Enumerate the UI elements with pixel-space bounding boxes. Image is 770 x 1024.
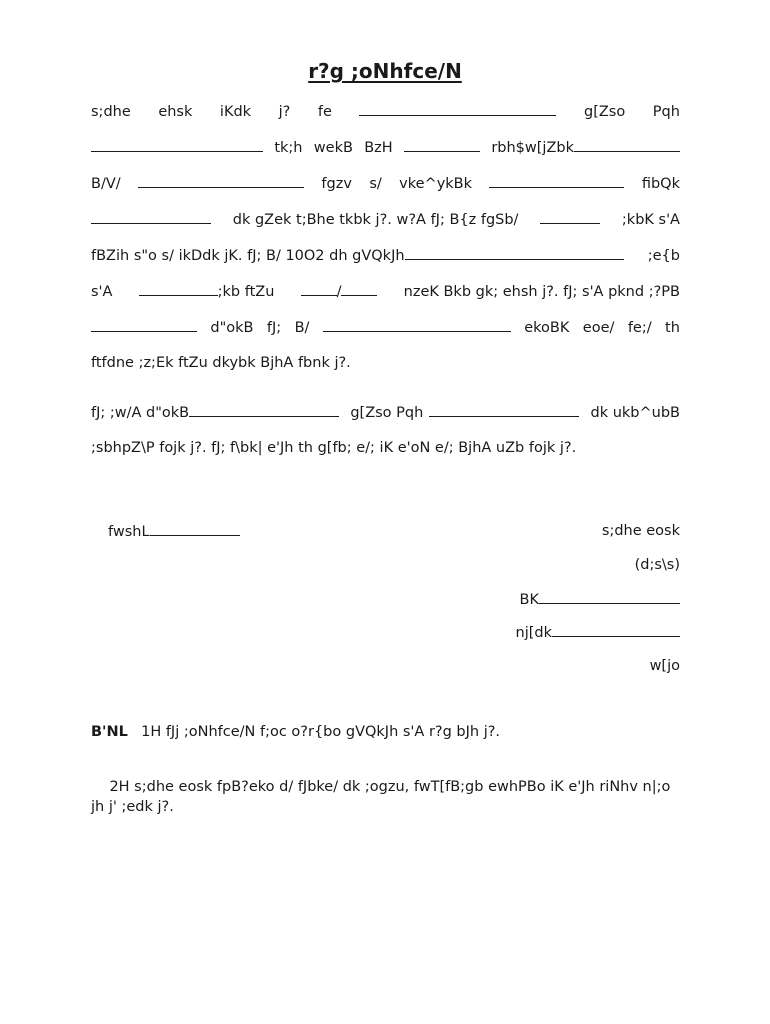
word: fe;/ [627, 320, 652, 336]
signature-designation-label: nj[dk [515, 625, 552, 641]
date-row [108, 521, 308, 541]
paragraph1-line6 [91, 281, 680, 301]
word: rbh$w[jZbk [491, 140, 574, 156]
text: ftfdne ;z;Ek ftZu dkybk BjhA fbnk j?. [91, 355, 351, 371]
word: vke^ykBk [399, 176, 473, 192]
word: B/V/ [91, 176, 121, 192]
word: ekoBK [524, 320, 570, 336]
blank-session[interactable] [91, 317, 197, 332]
paragraph1-line8 [91, 353, 680, 373]
word: BzH [364, 140, 393, 156]
text: g[Zso Pqh [350, 405, 424, 421]
paragraph1-line7 [91, 317, 680, 337]
signature-name-row [520, 589, 680, 609]
blank-son-name[interactable] [429, 402, 579, 417]
word: eoe/ [582, 320, 615, 336]
note-1 [91, 722, 681, 742]
blank-marks-obtained[interactable] [301, 281, 337, 296]
text: nzeK Bkb gk; ehsh j?. fJ; s'A pknd ;?PB [403, 284, 680, 300]
word: fgzv [321, 176, 352, 192]
paragraph1-line2 [91, 137, 680, 157]
paragraph2-line2 [91, 438, 680, 458]
word: ;e{b [647, 248, 680, 264]
paragraph1-line3 [91, 173, 680, 193]
blank-year[interactable] [139, 281, 218, 296]
text: ;kbK s'A [621, 212, 680, 228]
word-group [350, 402, 579, 423]
signature-label [602, 521, 680, 541]
word: s'A [91, 284, 113, 300]
text: dk ukb^ubB [590, 405, 680, 421]
note-1-text: 1H fJj ;oNhfce/N f;oc o?r{bo gVQkJh s'A r?g bJh j?. [141, 724, 501, 740]
marks-group [301, 281, 378, 302]
note-2 [91, 757, 689, 837]
text: fJ; ;w/A d"okB [91, 405, 190, 421]
word: g[Zso [584, 104, 626, 120]
word: d"okB [210, 320, 254, 336]
blank-village[interactable] [91, 209, 211, 224]
signature-name-label: BK [519, 592, 539, 608]
signature-sign [635, 555, 680, 575]
word: th [665, 320, 680, 336]
signature-stamp-row [650, 656, 680, 676]
text: ;sbhpZ\P fojk j?. fJ; f\bk| e'Jh th g[fb; e/; iK e'oN e/; BjhA uZb fojk j?. [91, 440, 577, 456]
word-group [139, 281, 275, 302]
word: ;kb ftZu [217, 284, 275, 300]
signature-designation-row [516, 622, 680, 642]
blank-dob[interactable] [404, 137, 480, 152]
date-label: fwshL [108, 524, 150, 540]
blank-school[interactable] [405, 245, 624, 260]
blank-period[interactable] [189, 402, 339, 417]
page-title: r?g ;oNhfce/N [308, 59, 462, 83]
word: fibQk [641, 176, 680, 192]
word: s/ [369, 176, 382, 192]
blank-years[interactable] [540, 209, 600, 224]
word: wekB [313, 140, 353, 156]
paragraph2-line1 [91, 402, 680, 422]
word: B/ [294, 320, 310, 336]
paragraph1-line4 [91, 209, 680, 229]
blank-date[interactable] [150, 521, 240, 536]
blank-marks-total[interactable] [341, 281, 377, 296]
blank-district[interactable] [489, 173, 624, 188]
signature-stamp-label: w[jo [649, 658, 680, 674]
word: iKdk [219, 104, 252, 120]
text: dk gZek t;Bhe tkbk j?. w?A fJ; B{z fgSb/ [232, 212, 519, 228]
signature-title: s;dhe eosk [601, 523, 680, 539]
word: Pqh [652, 104, 680, 120]
note-2-text: 2H s;dhe eosk fpB?eko d/ fJbke/ dk ;ogzu, fwT[fB;gb ewhPBo iK e'Jh riNhv n|;o jh j' ;edk j?. [91, 779, 689, 815]
word-group [91, 402, 339, 423]
word: ehsk [158, 104, 193, 120]
paragraph1-line5 [91, 245, 680, 265]
text: fBZih s"o s/ ikDdk jK. fJ; B/ 10O2 dh gVQkJh [91, 248, 405, 264]
word: fe [317, 104, 332, 120]
blank-age[interactable] [574, 137, 680, 152]
word: j? [278, 104, 291, 120]
word: s;dhe [91, 104, 131, 120]
word-group [491, 137, 680, 158]
note-label: B'NL [91, 724, 128, 740]
blank-applicant-name[interactable] [359, 101, 556, 116]
signature-sign-label: (d;s\s) [634, 557, 680, 573]
blank-reason[interactable] [323, 317, 511, 332]
slash: / [336, 284, 342, 300]
word: tk;h [274, 140, 303, 156]
blank-father-name[interactable] [91, 137, 263, 152]
word: fJ; [266, 320, 282, 336]
word-group [91, 245, 624, 266]
blank-designation[interactable] [552, 622, 680, 637]
blank-signatory-name[interactable] [539, 589, 680, 604]
paragraph1-line1 [91, 101, 680, 121]
blank-address[interactable] [138, 173, 304, 188]
